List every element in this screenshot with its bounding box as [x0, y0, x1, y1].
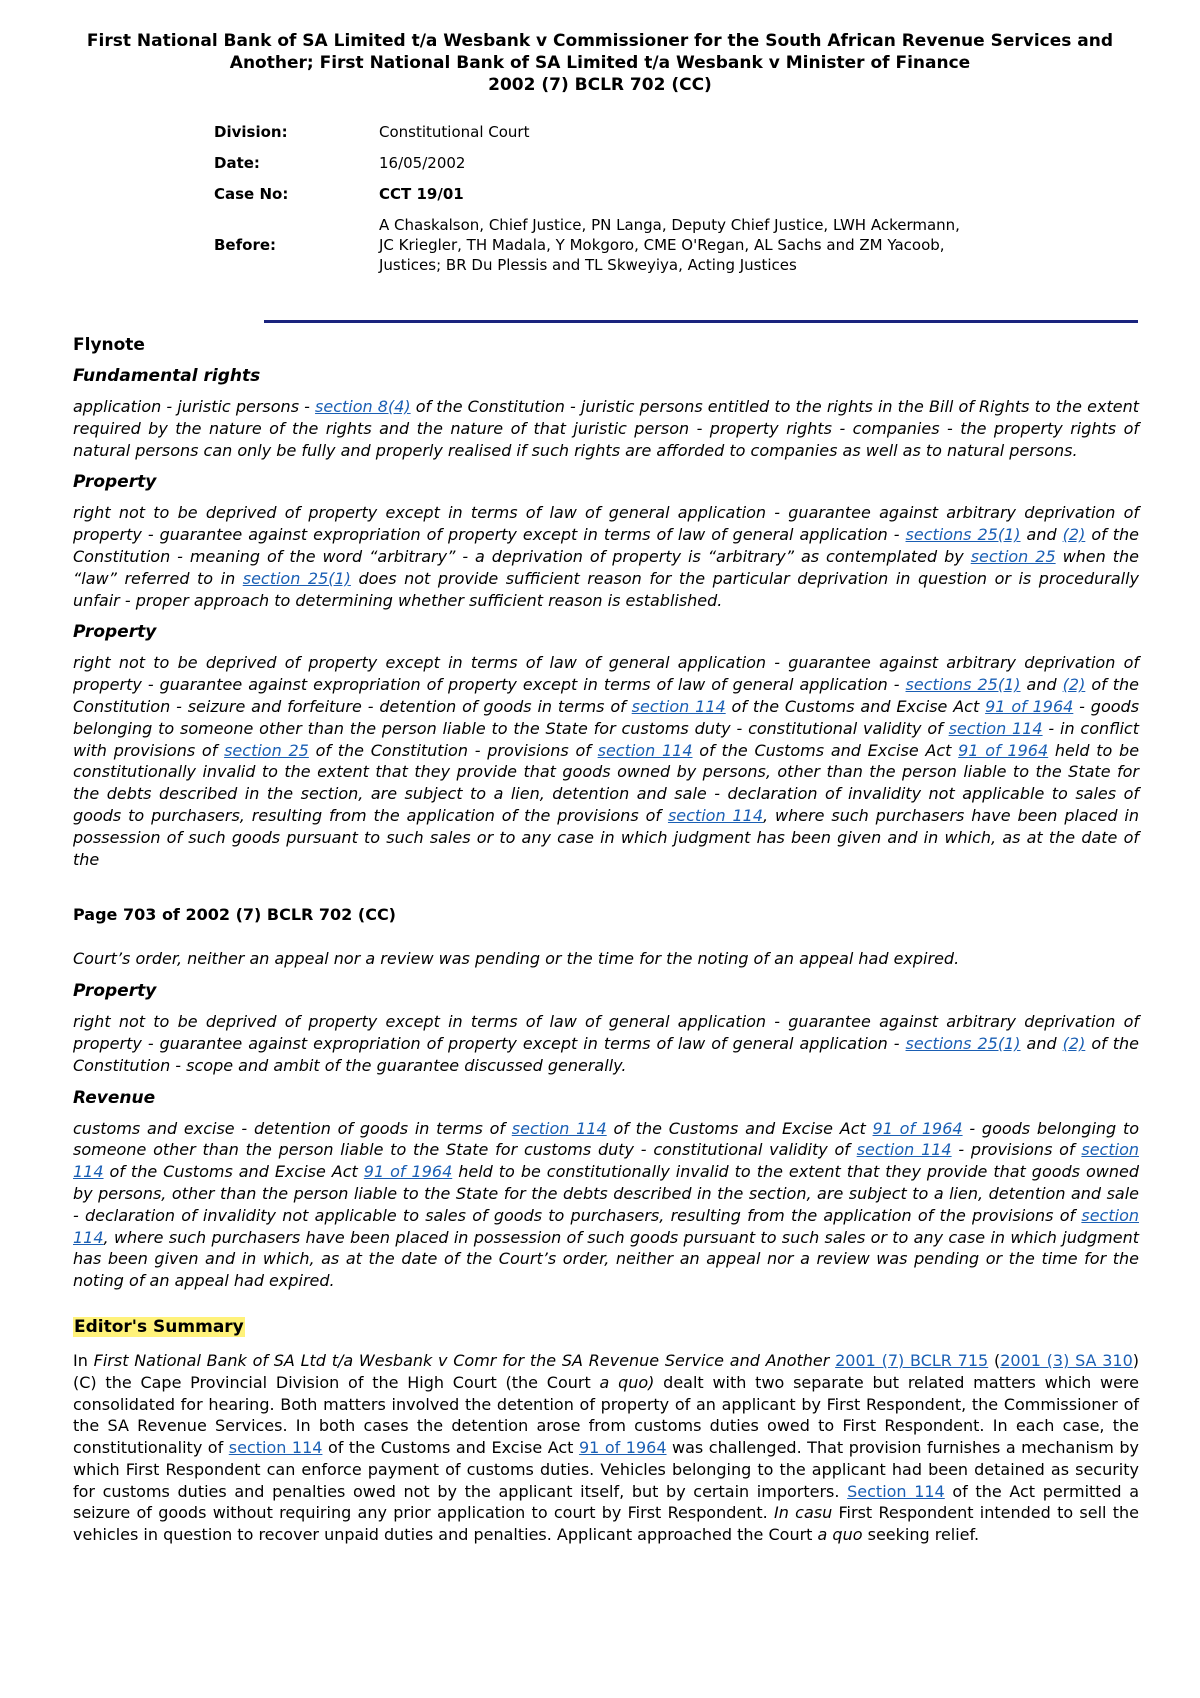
divider-rule — [264, 320, 1138, 323]
statute-link[interactable]: 91 of 1964 — [985, 696, 1074, 716]
statute-link[interactable]: section 114 — [511, 1118, 607, 1138]
statute-link[interactable]: section 114 — [856, 1140, 952, 1160]
document-title — [60, 30, 1140, 96]
section-heading: Fundamental rights — [73, 366, 261, 386]
statute-link[interactable]: 91 of 1964 — [578, 1438, 667, 1458]
case-details-table — [214, 116, 979, 275]
statute-link[interactable]: sections 25(1) — [905, 675, 1021, 695]
date-value: 16/05/2002 — [379, 153, 466, 172]
document-body — [73, 334, 1139, 1546]
flynote-paragraph: right not to be deprived of property except in terms of law of general application - guarantee against arbitrary deprivation of property - guarantee against expropriation of property except in terms of law of general application - sections 25(1) and (2) of the Constitution - seizure and forfeiture - detention of goods in terms of section 114 of the Customs and Excise Act 91 of 1964 - goods belonging to someone other than the person liable to the State for customs duty - constitutional validity of section 114 - in conflict with provisions of section 25 of the Constitution - provisions of section 114 of the Customs and Excise Act 91 of 1964 held to be constitutionally invalid to the extent that they provide that goods owned by persons, other than the person liable to the State for the debts described in the section, are subject to a lien, detention and sale - declaration of invalidity not applicable to sales of goods to purchasers, resulting from the application of the provisions of section 114, where such purchasers have been placed in possession of such goods pursuant to such sales or to any case in which judgment has been given and in which, as at the date of the — [73, 653, 1140, 869]
section-heading: Revenue — [73, 1087, 156, 1108]
editors-summary-heading-row — [73, 1316, 1139, 1338]
flynote-paragraph: right not to be deprived of property except in terms of law of general application - guarantee against arbitrary deprivation of property - guarantee against expropriation of property except in terms of law of general application - sections 25(1) and (2) of the Constitution - scope and ambit of the guarantee discussed generally. — [73, 1012, 1139, 1075]
before-value: A Chaskalson, Chief Justice, PN Langa, Deputy Chief Justice, LWH Ackermann, JC Kriegler, TH Madala, Y Mokgoro, CME O'Regan, AL Sachs and ZM Yacoob, Justices; BR Du Plessis and TL Skweyiya, Acting Justices — [379, 216, 960, 274]
flynote-paragraph: Court’s order, neither an appeal nor a review was pending or the time for the noting of an appeal had expired. — [73, 949, 960, 969]
statute-link[interactable]: Section 114 — [847, 1481, 945, 1501]
editors-summary-heading: Editor's Summary — [74, 1316, 244, 1337]
statute-link[interactable]: section 8(4) — [315, 397, 411, 416]
case-number-label: Case No: — [214, 184, 289, 203]
date-label: Date: — [214, 153, 260, 172]
division-label: Division: — [214, 122, 288, 141]
statute-link[interactable]: section 114 — [228, 1438, 323, 1458]
statute-link[interactable]: 91 of 1964 — [958, 740, 1049, 760]
section-heading: Property — [73, 622, 157, 643]
flynote-paragraph: right not to be deprived of property except in terms of law of general application - guarantee against arbitrary deprivation of property - guarantee against expropriation of property except in terms of law of general application - sections 25(1) and (2) of the Constitution - meaning of the word “arbitrary” - a deprivation of property is “arbitrary” as contemplated by section 25 when the “law” referred to in section 25(1) does not provide sufficient reason for the particular deprivation in question or is procedurally unfair - proper approach to determining whether sufficient reason is established. — [73, 503, 1140, 610]
statute-link[interactable]: sections 25(1) — [905, 1033, 1021, 1053]
case-number-value: CCT 19/01 — [379, 184, 464, 203]
statute-link[interactable]: section 25 — [224, 740, 309, 760]
statute-link[interactable]: section 114 — [667, 805, 764, 825]
citation: 2002 (7) BCLR 702 (CC) — [488, 75, 712, 95]
title-line-1: First National Bank of SA Limited t/a Wesbank v Commissioner for the South African Revenue Services and — [86, 31, 1114, 51]
flynote-paragraph: application - juristic persons - section 8(4) of the Constitution - juristic persons entitled to the rights in the Bill of Rights to the extent required by the nature of the rights and the nature of that juristic person - property rights - companies - the property rights of natural persons can only be fully and properly realised if such rights are afforded to companies as well as to natural persons. — [73, 397, 1139, 460]
division-value: Constitutional Court — [379, 122, 530, 141]
section-heading: Property — [73, 981, 157, 1002]
statute-link[interactable]: section 114 — [597, 740, 693, 760]
statute-link[interactable]: 91 of 1964 — [872, 1118, 963, 1138]
statute-link[interactable]: section 114 — [948, 718, 1043, 738]
statute-link[interactable]: section 25 — [970, 546, 1056, 566]
before-label: Before: — [214, 236, 277, 254]
page-reference: Page 703 of 2002 (7) BCLR 702 (CC) — [73, 905, 396, 925]
statute-link[interactable]: (2) — [1062, 1033, 1086, 1053]
section-heading: Property — [73, 472, 157, 493]
statute-link[interactable]: section 114 — [73, 1205, 1139, 1247]
statute-link[interactable]: section 114 — [631, 696, 726, 716]
statute-link[interactable]: (2) — [1062, 525, 1086, 545]
statute-link[interactable]: section 25(1) — [242, 568, 351, 588]
flynote-heading: Flynote — [73, 335, 145, 355]
citation-link[interactable]: 2001 (3) SA 310 — [1000, 1350, 1133, 1370]
statute-link[interactable]: (2) — [1062, 675, 1086, 695]
title-line-2: Another; First National Bank of SA Limited t/a Wesbank v Minister of Finance — [229, 53, 971, 73]
flynote-paragraph: customs and excise - detention of goods in terms of section 114 of the Customs and Excise Act 91 of 1964 - goods belonging to someone other than the person liable to the State for customs duty - constitutional validity of section 114 - provisions of section 114 of the Customs and Excise Act 91 of 1964 held to be constitutionally invalid to the extent that they provide that goods owned by persons, other than the person liable to the State for the debts described in the section, are subject to a lien, detention and sale - declaration of invalidity not applicable to sales of goods to purchasers, resulting from the application of the provisions of section 114, where such purchasers have been placed in possession of such goods pursuant to such sales or to any case in which judgment has been given and in which, as at the date of the Court’s order, neither an appeal nor a review was pending or the time for the noting of an appeal had expired. — [73, 1118, 1140, 1291]
statute-link[interactable]: section 114 — [73, 1140, 1139, 1182]
citation-link[interactable]: 2001 (7) BCLR 715 — [835, 1350, 989, 1370]
statute-link[interactable]: 91 of 1964 — [363, 1162, 453, 1182]
summary-paragraph: In First National Bank of SA Ltd t/a Wesbank v Comr for the SA Revenue Service and Another 2001 (7) BCLR 715 (2001 (3) SA 310)(C) the Cape Provincial Division of the High Court (the Court a quo) dealt with two separate but related matters which were consolidated for hearing. Both matters involved the detention of property of an applicant by First Respondent, the Commissioner of the SA Revenue Services. In both cases the detention arose from customs duties owed to First Respondent. In each case, the constitutionality of section 114 of the Customs and Excise Act 91 of 1964 was challenged. That provision furnishes a mechanism by which First Respondent can enforce payment of customs duties. Vehicles belonging to the applicant had been detained as security for customs duties and penalties owed not by the applicant itself, but by certain importers. Section 114 of the Act permitted a seizure of goods without requiring any prior application to court by First Respondent. In casu First Respondent intended to sell the vehicles in question to recover unpaid duties and penalties. Applicant approached the Court a quo seeking relief. — [73, 1350, 1140, 1545]
statute-link[interactable]: sections 25(1) — [905, 525, 1021, 545]
